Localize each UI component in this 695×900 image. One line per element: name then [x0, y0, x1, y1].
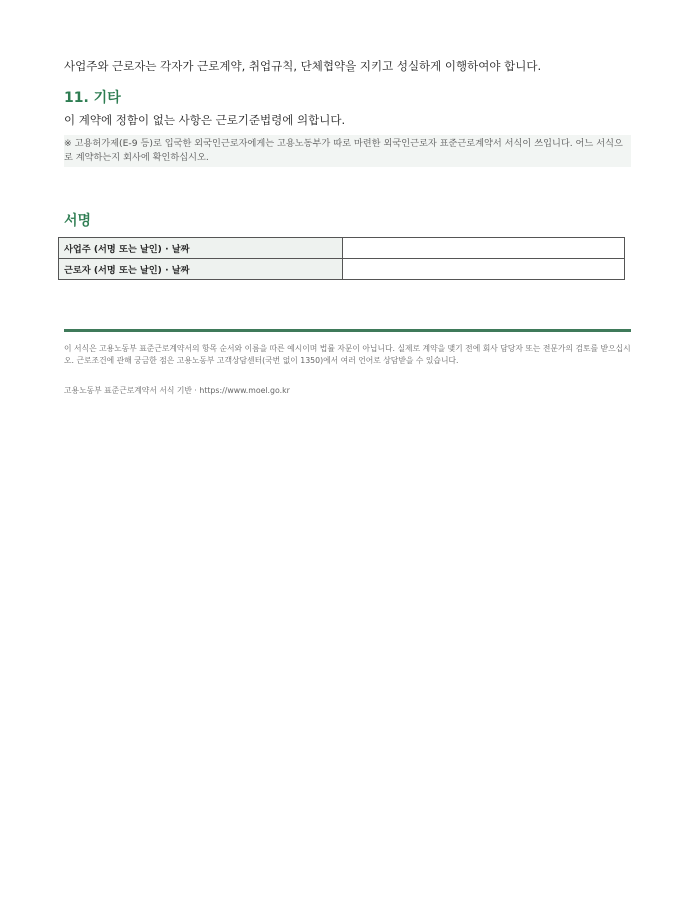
- signature-row-employee: [59, 259, 625, 280]
- signature-field-employee[interactable]: [343, 259, 625, 280]
- signature-row-employer: [59, 238, 625, 259]
- signature-label-employee: 근로자 (서명 또는 날인) · 날짜: [59, 259, 343, 280]
- footer-disclaimer: 이 서식은 고용노동부 표준근로계약서의 항목 순서와 이름을 따른 예시이며 법률 자문이 아닙니다. 실제로 계약을 맺기 전에 회사 담당자 또는 전문가의 검토를 받으십시오. 근로조건에 관해 궁금한 점은 고용노동부 고객상담센터(국번 없이 1350)에서 여러 언어로 상담받을 수 있습니다.: [64, 344, 631, 365]
- signature-label-employer: 사업주 (서명 또는 날인) · 날짜: [59, 238, 343, 259]
- foreign-worker-note: ※ 고용허가제(E-9 등)로 입국한 외국인근로자에게는 고용노동부가 따로 마련한 외국인근로자 표준근로계약서 서식이 쓰입니다. 어느 서식으로 계약하는지 회사에 확인하십시오.: [64, 135, 631, 167]
- section-title-signature: 서명: [64, 213, 92, 229]
- footer-divider: [64, 329, 631, 332]
- signature-table: [58, 237, 625, 280]
- signature-field-employer[interactable]: [343, 238, 625, 259]
- section-etc-body: 이 계약에 정함이 없는 사항은 근로기준법령에 의합니다.: [64, 113, 346, 127]
- footer-source: 고용노동부 표준근로계약서 서식 기반 · https://www.moel.go.kr: [64, 386, 290, 395]
- section-title-etc: 11. 기타: [64, 90, 121, 106]
- obligation-paragraph: 사업주와 근로자는 각자가 근로계약, 취업규칙, 단체협약을 지키고 성실하게 이행하여야 합니다.: [64, 59, 542, 73]
